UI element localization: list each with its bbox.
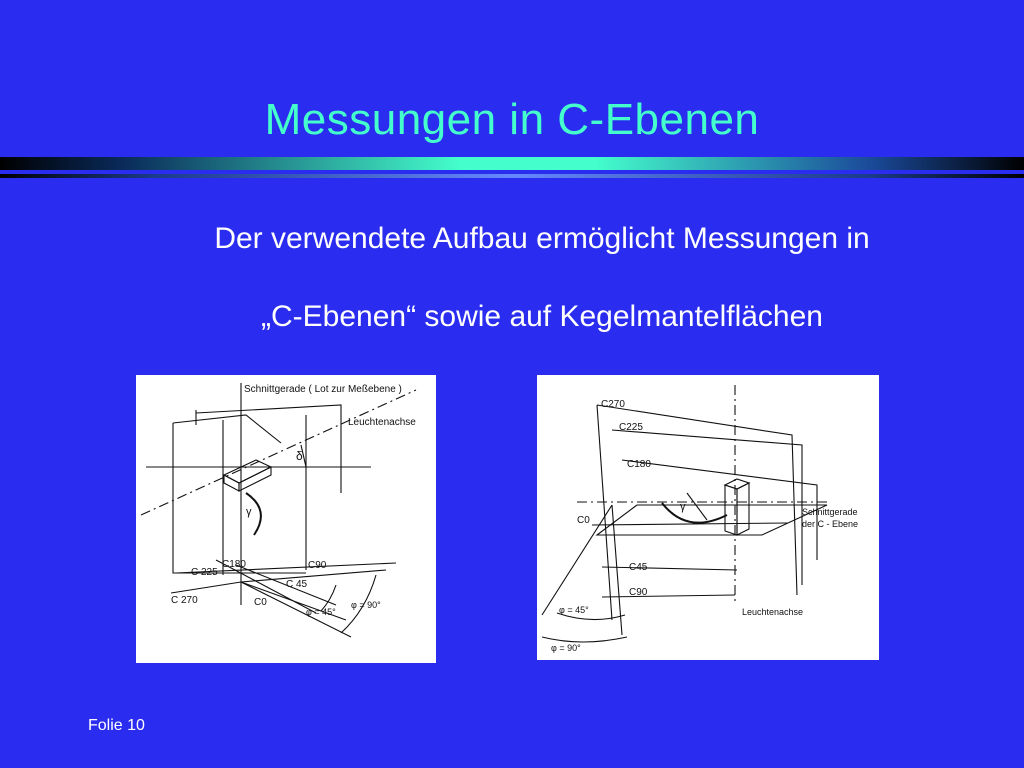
right-phi90-arc (542, 637, 627, 642)
right-label-c45: C45 (629, 562, 648, 573)
right-plane-c180 (622, 460, 817, 560)
left-bottom-line-3 (171, 582, 241, 593)
right-luminaire-side (737, 483, 749, 535)
left-luminaire-side (239, 467, 271, 491)
left-label-gamma: γ (246, 506, 252, 518)
right-label-phi90: φ = 90° (551, 643, 581, 653)
left-label-delta: δ (296, 449, 303, 463)
title-divider (0, 157, 1024, 170)
right-label-cut-line-1: Schnittgerade (802, 507, 858, 517)
body-text-line-2: „C-Ebenen“ sowie auf Kegelmantelflächen (261, 300, 823, 333)
left-luminaire-front (224, 475, 239, 491)
right-plane-c270 (597, 405, 797, 595)
left-label-cut-line: Schnittgerade ( Lot zur Meßebene ) (244, 384, 402, 395)
left-label-c45: C 45 (286, 579, 308, 590)
left-plane-top (173, 415, 281, 443)
left-label-luminaire-axis: Leuchtenachse (348, 417, 416, 428)
left-label-c225: C 225 (191, 567, 218, 578)
body-text-line-1: Der verwendete Aufbau ermöglicht Messungen in (214, 222, 870, 255)
right-diagram-svg (537, 375, 879, 660)
left-label-c90: C90 (308, 560, 327, 571)
title-divider-thin (0, 174, 1024, 178)
left-label-c0: C0 (254, 597, 267, 608)
left-label-c180: C180 (222, 559, 246, 570)
right-label-c180: C180 (627, 459, 651, 470)
slide-number: Folie 10 (88, 717, 145, 734)
right-plane-c0 (592, 523, 787, 525)
right-plane-c270-left-edge (597, 405, 612, 620)
left-label-phi45: φ = 45° (306, 607, 336, 617)
right-label-cut-line-2: der C - Ebene (802, 519, 859, 529)
right-label-c225: C225 (619, 422, 643, 433)
right-label-gamma: γ (680, 501, 686, 513)
left-label-c270: C 270 (171, 595, 198, 606)
slide-title: Messungen in C-Ebenen (264, 95, 760, 144)
right-c-plane-diagram (537, 375, 879, 660)
left-luminaire-top (224, 460, 271, 483)
right-plane-c90 (602, 595, 735, 597)
right-gamma-ray (687, 493, 707, 520)
right-label-c270: C270 (601, 399, 625, 410)
right-plane-c45 (602, 567, 737, 570)
left-plane-c270 (173, 423, 306, 573)
right-gamma-arc (662, 503, 727, 523)
left-label-phi90: φ = 90° (351, 600, 381, 610)
right-luminaire-top (725, 479, 749, 489)
left-diagram-svg (136, 375, 436, 663)
right-label-c90: C90 (629, 587, 648, 598)
right-label-luminaire-axis: Leuchtenachse (742, 607, 804, 617)
right-label-c0: C0 (577, 515, 590, 526)
right-label-phi45: φ = 45° (559, 605, 589, 615)
left-c-plane-diagram (136, 375, 436, 663)
